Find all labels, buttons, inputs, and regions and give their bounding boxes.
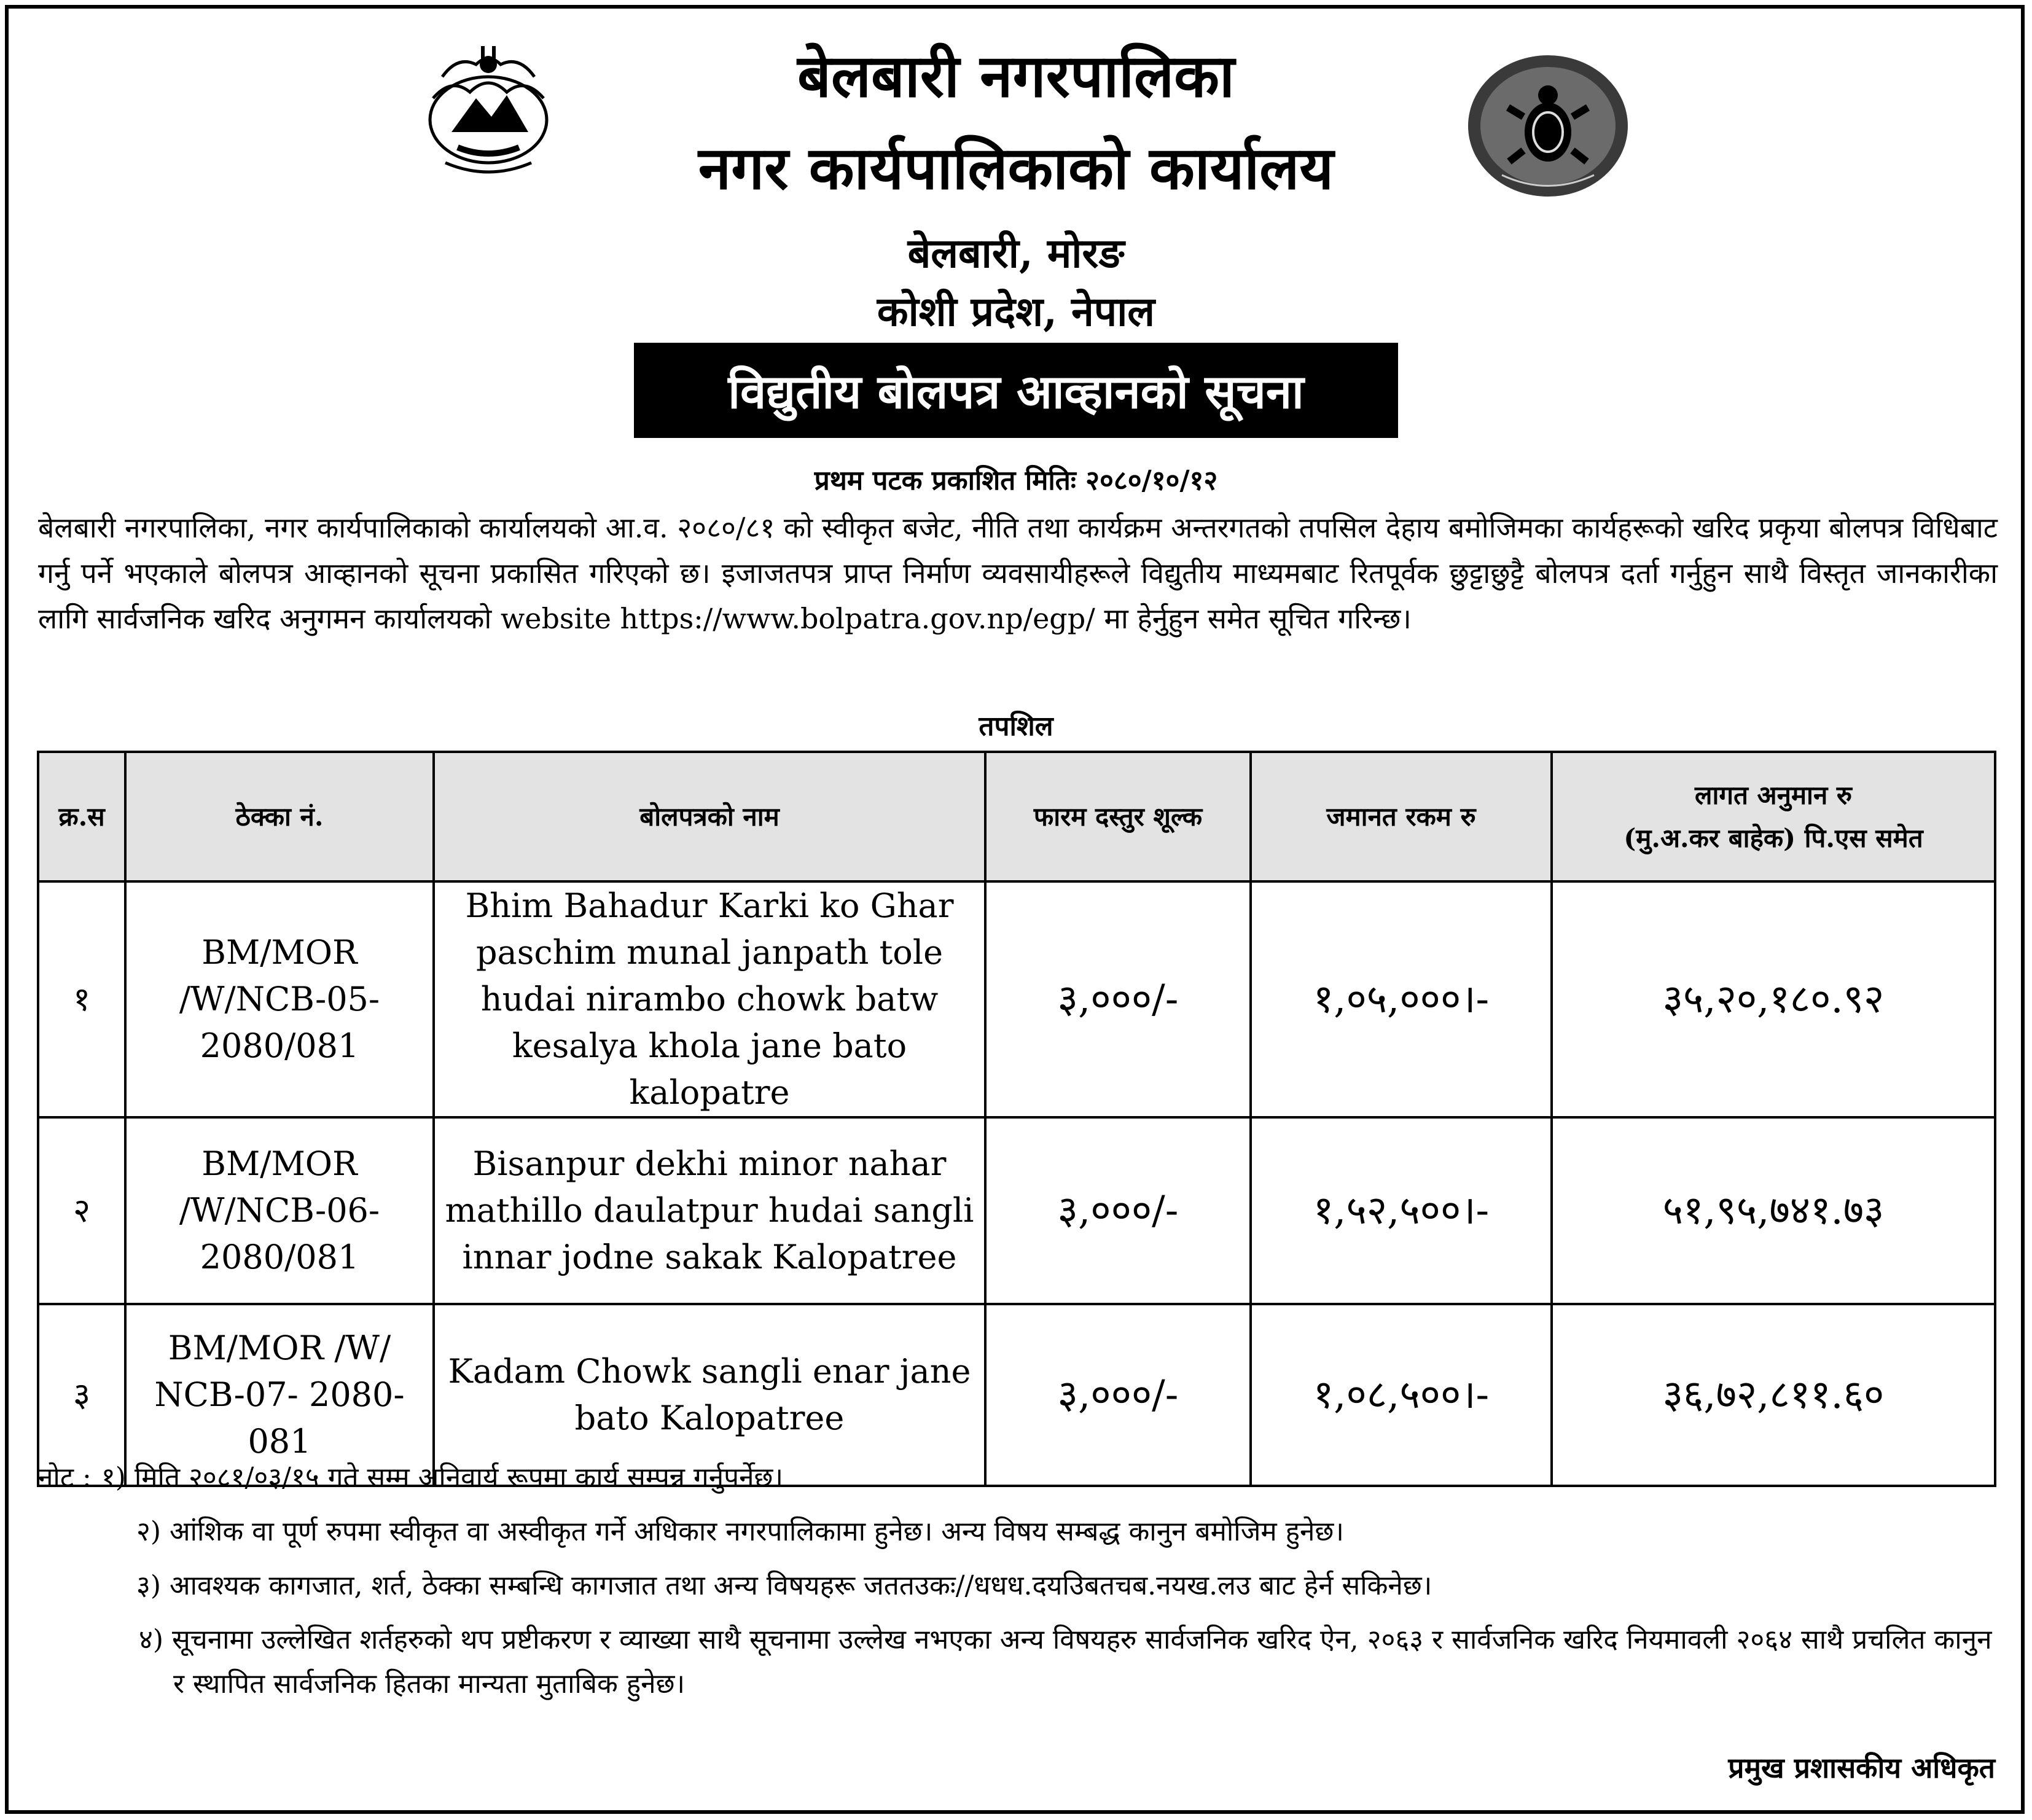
cell-sn: १ xyxy=(38,881,125,1117)
cell-security: १,५२,५००।- xyxy=(1251,1117,1552,1304)
notes-label: नोट : xyxy=(38,1462,92,1493)
intro-paragraph: बेलबारी नगरपालिका, नगर कार्यपालिकाको कार्यालयको आ.व. २०८०/८१ को स्वीकृत बजेट, नीति तथा कार्यक्रम अन्तरगतको तपसिल देहाय बमोजिमका कार्यहरूको खरिद प्रकृया बोलपत्र विधिबाट गर्नु पर्ने भएकाले बोलपत्र आव्हानको सूचना प्रकासित गरिएको छ। इजाजतपत्र प्राप्त निर्माण व्यवसायीहरूले विद्युतीय माध्यमबाट रितपूर्वक छुट्टाछुट्टै बोलपत्र दर्ता गर्नुहुन साथै विस्तृत जानकारीका लागि सार्वजनिक खरिद अनुगमन कार्यालयको website https://www.bolpatra.gov.np/egp/ मा हेर्नुहुन समेत सूचित गरिन्छ। xyxy=(38,511,1998,635)
header-estimate-line-1: लागत अनुमान रु xyxy=(1694,779,1852,810)
note-item: ४) सूचनामा उल्लेखित शर्तहरुको थप प्रष्टीकरण र व्याख्या साथै सूचनामा उल्लेख नभएका अन्य विषयहरु सार्वजनिक खरिद ऐन, २०६३ र सार्वजनिक खरिद नियमावली २०६४ साथै प्रचलित कानुन र स्थापित सार्वजनिक हितका मान्यता मुताबिक हुनेछ। xyxy=(139,1624,1992,1700)
schedule-heading: तपशिल xyxy=(979,711,1053,742)
cell-estimate: ३६,७२,८११.६० xyxy=(1552,1304,1995,1486)
note-text: १) मिति २०८१/०३/१५ गते सम्म अनिवार्य रूपमा कार्य सम्पन्न गर्नुपर्नेछ। xyxy=(101,1462,784,1493)
cell-sn: ३ xyxy=(38,1304,125,1486)
cell-estimate: ३५,२०,१८०.९२ xyxy=(1552,881,1995,1117)
cell-contract-no: BM/MOR /W/NCB-05- 2080/081 xyxy=(125,881,434,1117)
header-contract-no: ठेक्का नं. xyxy=(125,752,434,881)
municipality-title: बेलबारी नगरपालिका xyxy=(797,41,1235,111)
office-title: नगर कार्यपालिकाको कार्यालय xyxy=(698,133,1334,203)
header-form-fee: फारम दस्तुर शूल्क xyxy=(985,752,1251,881)
note-item: ३) आवश्यक कागजात, शर्त, ठेक्का सम्बन्धि कागजात तथा अन्य विषयहरू जततउकः//धधध.दयउिबतचब.नयख.लउ बाट हेर्न सकिनेछ। xyxy=(136,1570,1432,1601)
cell-contract-no: BM/MOR /W/ NCB-07- 2080-081 xyxy=(125,1304,434,1486)
address-line-1: बेलबारी, मोरङ xyxy=(907,229,1125,277)
cell-bid-name: Bhim Bahadur Karki ko Ghar paschim munal janpath tole hudai nirambo chowk batw kesalya khola jane bato kalopatre xyxy=(434,881,985,1117)
notice-banner-text: विद्युतीय बोलपत्र आव्हानको सूचना xyxy=(728,364,1304,419)
header-estimate-line-2: (मु.अ.कर बाहेक) पि.एस समेत xyxy=(1624,822,1923,853)
note-item: २) आंशिक वा पूर्ण रुपमा स्वीकृत वा अस्वीकृत गर्ने अधिकार नगरपालिकामा हुनेछ। अन्य विषय सम्बद्ध कानुन बमोजिम हुनेछ। xyxy=(136,1516,1344,1547)
table-row xyxy=(38,1117,1995,1304)
header-estimate xyxy=(1552,752,1995,881)
first-published-date: प्रथम पटक प्रकाशित मितिः २०८०/१०/१२ xyxy=(814,465,1218,496)
cell-estimate: ५१,९५,७४१.७३ xyxy=(1552,1117,1995,1304)
cell-form-fee: ३,०००/- xyxy=(985,881,1251,1117)
header-bid-name: बोलपत्रको नाम xyxy=(434,752,985,881)
header-sn: क्र.स xyxy=(38,752,125,881)
signature: प्रमुख प्रशासकीय अधिकृत xyxy=(1728,1751,1995,1784)
notice-banner xyxy=(634,343,1398,438)
cell-form-fee: ३,०००/- xyxy=(985,1117,1251,1304)
cell-bid-name: Kadam Chowk sangli enar jane bato Kalopatree xyxy=(434,1304,985,1486)
table-header-row xyxy=(38,752,1995,881)
cell-bid-name: Bisanpur dekhi minor nahar mathillo daulatpur hudai sangli innar jodne sakak Kalopatree xyxy=(434,1117,985,1304)
cell-form-fee: ३,०००/- xyxy=(985,1304,1251,1486)
bid-table xyxy=(37,751,1996,1487)
address-line-2: कोशी प्रदेश, नेपाल xyxy=(877,287,1155,335)
cell-contract-no: BM/MOR /W/NCB-06- 2080/081 xyxy=(125,1117,434,1304)
cell-security: १,०८,५००।- xyxy=(1251,1304,1552,1486)
cell-security: १,०५,०००।- xyxy=(1251,881,1552,1117)
table-row xyxy=(38,881,1995,1117)
header-security: जमानत रकम रु xyxy=(1251,752,1552,881)
note-item xyxy=(38,1456,1998,1500)
cell-sn: २ xyxy=(38,1117,125,1304)
notes-section xyxy=(38,1456,1998,1716)
